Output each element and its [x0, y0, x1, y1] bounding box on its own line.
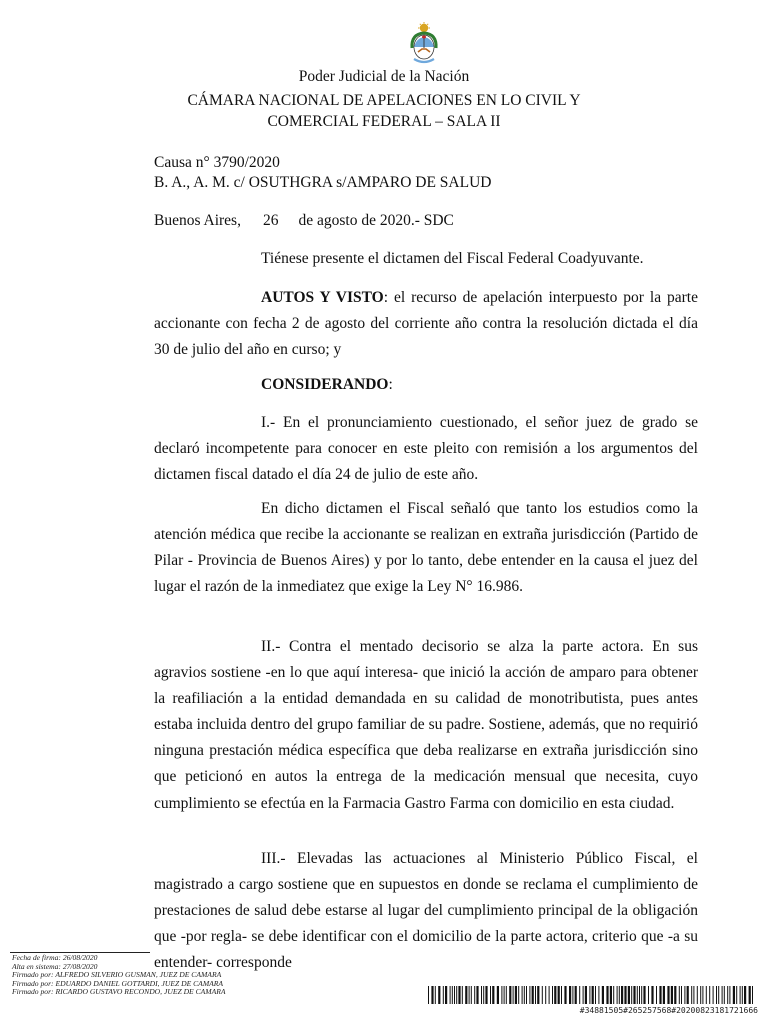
barcode-bar: [445, 986, 447, 1004]
barcode-bar: [526, 986, 527, 1004]
barcode-bar: [684, 986, 685, 1004]
barcode-bar: [663, 986, 665, 1004]
paragraph-i: [154, 410, 698, 488]
barcode-bar: [454, 986, 455, 1004]
barcode-bar: [506, 986, 507, 1004]
paragraph-dictamen-text: Tiénese presente el dictamen del Fiscal Federal Coadyuvante.: [261, 250, 644, 267]
paragraph-ii: [154, 634, 698, 817]
barcode-bar: [428, 986, 429, 1004]
paragraph-i-text: I.- En el pronunciamiento cuestionado, el señor juez de grado se declaró incompetente para conocer en este pleito con remisión a los argumentos del dictamen fiscal datado el día 24 de julio de este año.: [154, 414, 698, 484]
barcode-icon: [428, 986, 758, 1004]
barcode-bar: [671, 986, 673, 1004]
barcode-bar: [641, 986, 642, 1004]
barcode-bar: [431, 986, 433, 1004]
barcode-bar: [569, 986, 571, 1004]
barcode-bar: [742, 986, 743, 1004]
barcode-bar: [572, 986, 573, 1004]
barcode-bar: [733, 986, 735, 1004]
paragraph-autos-y-visto: [154, 285, 698, 363]
barcode-bar: [564, 986, 566, 1004]
barcode-bar: [497, 986, 499, 1004]
barcode-bar: [709, 986, 710, 1004]
barcode-bar: [474, 986, 475, 1004]
autos-y-visto-heading: AUTOS Y VISTO: [261, 289, 384, 306]
paragraph-ii-text: II.- Contra el mentado decisorio se alza la parte actora. En sus agravios sostiene -en lo que aquí interesa- que inició la acción de amparo para obtener la reafiliación a la entidad demandada en su calidad de monotributista, pues antes estaba incluida dentro del grupo familiar de su padre. Sostiene, además, que no requirió ninguna prestación médica específica que deba realizarse en extraña jurisdicción sino que peticionó en autos la entrega de la medicación mensual que necesita, cuyo cumplimiento se efectúa en la Farmacia Gastro Farma con domicilio en esta ciudad.: [154, 638, 698, 812]
date-day: 26: [262, 212, 279, 229]
barcode-bar: [643, 986, 645, 1004]
barcode-bar: [452, 986, 453, 1004]
court-org-name: Poder Judicial de la Nación: [298, 68, 470, 85]
barcode-bar: [667, 986, 669, 1004]
barcode-bar: [592, 986, 594, 1004]
signature-line: Alta en sistema: 27/08/2020: [12, 961, 98, 971]
case-parties: B. A., A. M. c/ OSUTHGRA s/AMPARO DE SALUD: [154, 174, 492, 191]
barcode-bar: [524, 986, 525, 1004]
barcode-bar: [606, 986, 608, 1004]
court-name-line-2: COMERCIAL FEDERAL – SALA II: [267, 113, 501, 130]
barcode-bar: [633, 986, 635, 1004]
date-rest: de agosto de 2020.- SDC: [298, 212, 454, 229]
barcode-bar: [529, 986, 530, 1004]
barcode-bar: [619, 986, 620, 1004]
barcode-bar: [716, 986, 717, 1004]
barcode-bar: [490, 986, 491, 1004]
barcode-bar: [545, 986, 546, 1004]
barcode-number: #34881505#265257568#20200823181721666: [579, 1006, 758, 1015]
barcode-bar: [458, 986, 460, 1004]
barcode-bar: [691, 986, 692, 1004]
barcode-bar: [504, 986, 505, 1004]
barcode-bar: [702, 986, 703, 1004]
date-line: [154, 211, 454, 231]
considerando-heading: CONSIDERANDO: [261, 376, 389, 393]
barcode-bar: [610, 986, 612, 1004]
date-city: Buenos Aires,: [154, 212, 241, 229]
barcode-bar: [575, 986, 577, 1004]
barcode-bar: [637, 986, 638, 1004]
barcode-bar: [583, 986, 584, 1004]
paragraph-dictamen: [154, 246, 698, 272]
considerando-heading-block: [154, 372, 698, 398]
barcode-bar: [744, 986, 746, 1004]
paragraph-iii-text: III.- Elevadas las actuaciones al Ministerio Público Fiscal, el magistrado a cargo sostiene que en supuestos en donde se reclama el cumplimiento de prestaciones de salud debe estarse al lugar del cumplimiento principal de la obligación que -por regla- se debe identificar con el domicilio de la parte actora, criterio que -a su entender- corresponde: [154, 850, 698, 972]
barcode-bar: [549, 986, 550, 1004]
court-name: [0, 90, 768, 132]
barcode-bar: [481, 986, 482, 1004]
barcode-bar: [542, 986, 543, 1004]
barcode-bar: [598, 986, 599, 1004]
barcode-bar: [659, 986, 661, 1004]
barcode-bar: [492, 986, 494, 1004]
barcode-bar: [561, 986, 562, 1004]
case-number: Causa n° 3790/2020: [154, 154, 280, 171]
barcode-bar: [624, 986, 626, 1004]
barcode-bar: [727, 986, 728, 1004]
barcode-bar: [679, 986, 680, 1004]
barcode-bar: [700, 986, 701, 1004]
barcode-bar: [589, 986, 590, 1004]
autos-y-visto-text: : el recurso de apelación interpuesto por la parte accionante con fecha 2 de agosto del corriente año contra la resolución dictada el día 30 de julio del año en curso; y: [154, 289, 698, 359]
barcode-bar: [722, 986, 723, 1004]
barcode-bar: [476, 986, 478, 1004]
barcode-bar: [554, 986, 556, 1004]
barcode-bar: [674, 986, 676, 1004]
signature-line: Firmado por: EDUARDO DANIEL GOTTARDI, JUEZ DE CAMARA: [12, 978, 224, 988]
barcode-bar: [515, 986, 517, 1004]
paragraph-iii: [154, 846, 698, 976]
barcode-bar: [537, 986, 539, 1004]
barcode-bar: [522, 986, 523, 1004]
paragraph-dictamen-fiscal-text: En dicho dictamen el Fiscal señaló que tanto los estudios como la atención médica que recibe la accionante se realizan en extraña jurisdicción (Partido de Pilar - Provincia de Buenos Aires) y por lo tanto, debe entender en la causa el juez del lugar el razón de la inmediatez que exige la Ley N° 16.986.: [154, 500, 698, 596]
barcode-bar: [693, 986, 694, 1004]
barcode-bar: [509, 986, 511, 1004]
barcode-bar: [558, 986, 560, 1004]
barcode-bar: [462, 986, 463, 1004]
barcode-bar: [471, 986, 472, 1004]
barcode-bar: [485, 986, 487, 1004]
barcode-bar: [628, 986, 630, 1004]
barcode-bar: [595, 986, 596, 1004]
barcode-bar: [535, 986, 536, 1004]
national-seal-icon: [408, 22, 440, 66]
barcode-bar: [443, 986, 444, 1004]
barcode-bar: [651, 986, 653, 1004]
barcode-bar: [724, 986, 725, 1004]
barcode-bar: [621, 986, 623, 1004]
signature-block: [12, 954, 226, 997]
barcode-bar: [656, 986, 657, 1004]
court-name-line-1: CÁMARA NACIONAL DE APELACIONES EN LO CIVIL Y: [187, 92, 581, 109]
barcode-bar: [729, 986, 730, 1004]
barcode-bar: [648, 986, 649, 1004]
barcode-bar: [552, 986, 553, 1004]
barcode-bar: [706, 986, 707, 1004]
barcode-bar: [631, 986, 632, 1004]
signature-line: Firmado por: RICARDO GUSTAVO RECONDO, JUEZ DE CAMARA: [12, 987, 226, 997]
barcode-bar: [585, 986, 587, 1004]
signature-line: Firmado por: ALFREDO SILVERIO GUSMAN, JUEZ DE CAMARA: [12, 970, 222, 980]
barcode-bar: [639, 986, 640, 1004]
barcode-bar: [501, 986, 502, 1004]
signature-line: Fecha de firma: 26/08/2020: [12, 953, 98, 962]
barcode-bar: [518, 986, 519, 1004]
barcode-bar: [617, 986, 618, 1004]
barcode-bar: [718, 986, 719, 1004]
barcode-bar: [687, 986, 689, 1004]
barcode-bar: [532, 986, 534, 1004]
barcode-bar: [713, 986, 714, 1004]
barcode-bar: [450, 986, 451, 1004]
paragraph-dictamen-fiscal: [154, 496, 698, 600]
barcode-bar: [697, 986, 698, 1004]
barcode-bar: [613, 986, 614, 1004]
barcode-bar: [579, 986, 580, 1004]
barcode-bar: [602, 986, 604, 1004]
barcode-bar: [469, 986, 470, 1004]
barcode-bar: [681, 986, 682, 1004]
barcode-bar: [456, 986, 457, 1004]
barcode-bar: [752, 986, 753, 1004]
barcode-bar: [749, 986, 751, 1004]
barcode-bar: [465, 986, 467, 1004]
barcode-bar: [740, 986, 741, 1004]
barcode-bar: [736, 986, 737, 1004]
considerando-colon: :: [388, 376, 393, 393]
barcode-bar: [435, 986, 436, 1004]
barcode-bar: [483, 986, 484, 1004]
barcode-bar: [513, 986, 514, 1004]
barcode-bar: [438, 986, 440, 1004]
